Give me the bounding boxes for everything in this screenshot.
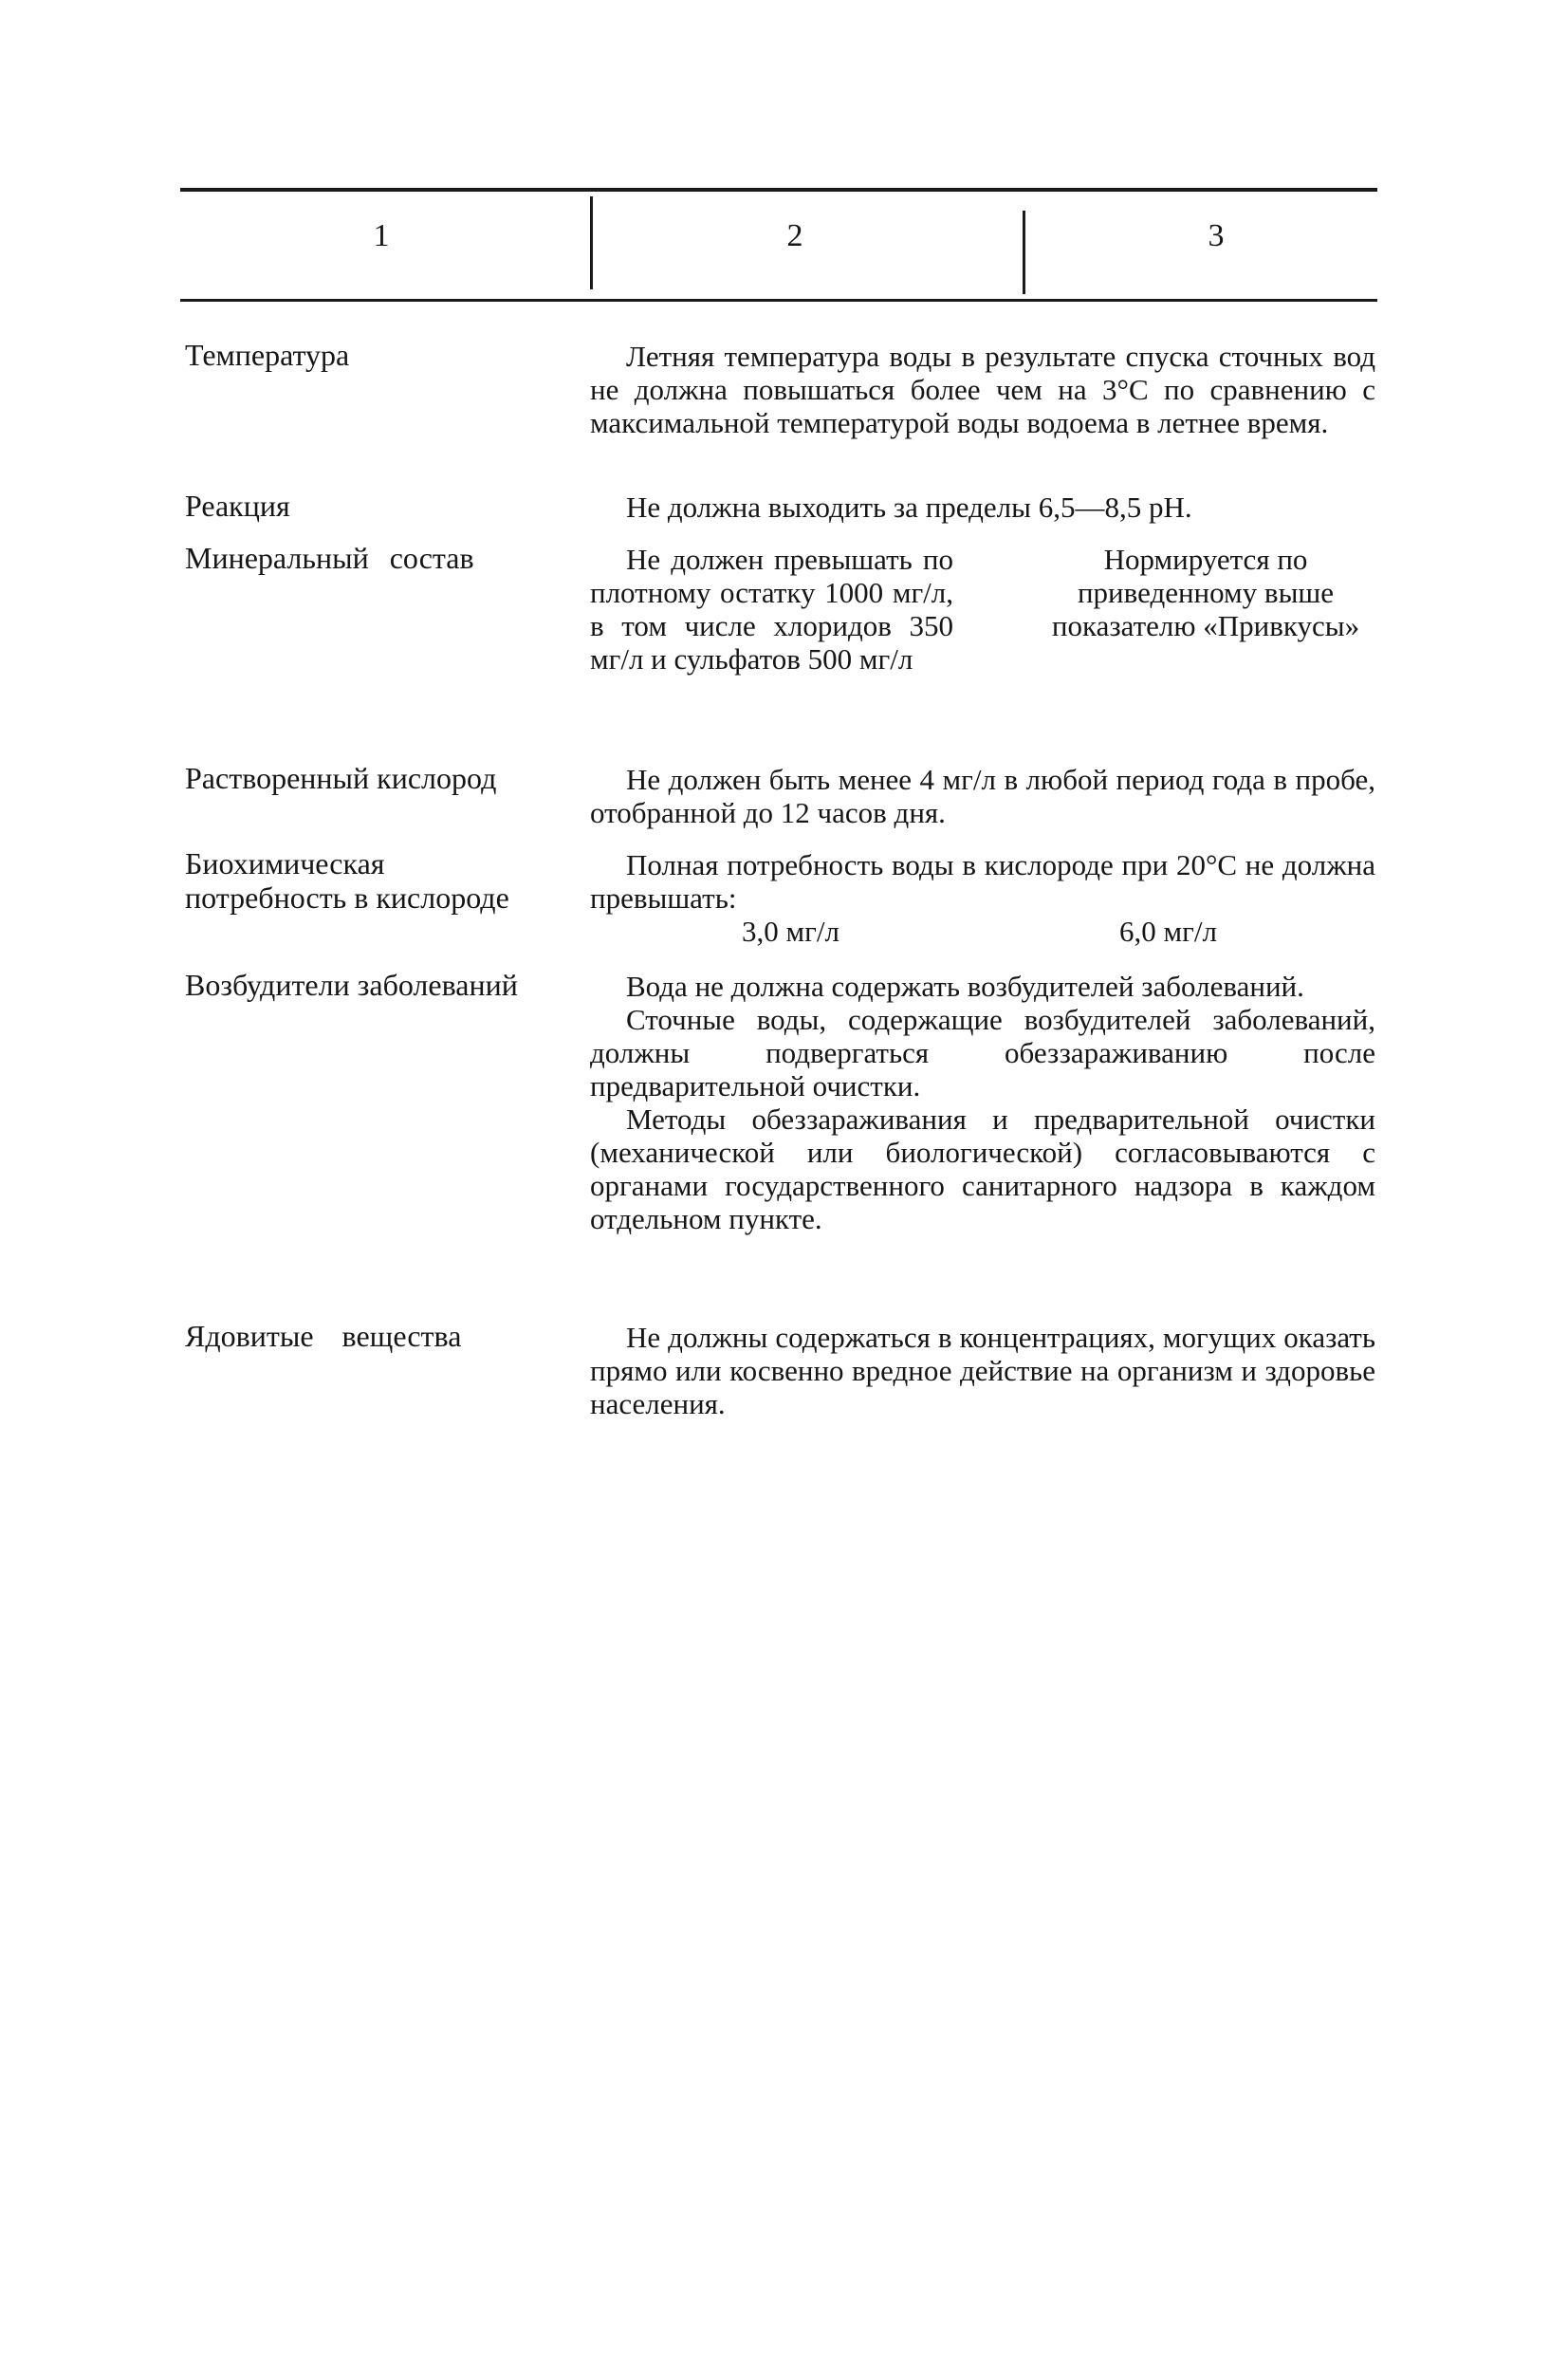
row-text-toxic: Не должны содержаться в концентрациях, могущих оказать прямо или косвенно вредное действие на организм и здоровье населения. <box>590 1321 1375 1420</box>
header-separator-2 <box>1023 211 1025 294</box>
row-text-bod: Полная потребность воды в кислороде при 20°С не должна превышать: <box>590 848 1375 915</box>
pathogens-paragraph-3: Методы обеззараживания и предварительной очистки (механической или биологической) согласовываются с органами государственного санитарного надзора в каждом отдельном пункте. <box>590 1102 1375 1235</box>
header-top-rule <box>180 188 1377 192</box>
row-text-oxygen: Не должен быть менее 4 мг/л в любой период года в пробе, отобранной до 12 часов дня. <box>590 763 1375 829</box>
column-header-2: 2 <box>786 218 803 253</box>
header-separator-1 <box>590 196 593 289</box>
row-label-bod: Биохимическая потребность в кислороде <box>185 846 509 915</box>
row-text-mineral-col2: Не должен превышать по плотному остатку 1000 мг/л, в том числе хлоридов 350 мг/л и сульфатов 500 мг/л <box>590 543 953 676</box>
row-label-reaction: Реакция <box>185 489 290 523</box>
row-text-pathogens <box>590 970 1375 1235</box>
row-value-bod-col3: 6,0 мг/л <box>1119 915 1217 948</box>
row-label-mineral: Минеральный состав <box>185 541 474 575</box>
column-header-1: 1 <box>373 218 390 253</box>
pathogens-paragraph-1: Вода не должна содержать возбудителей заболеваний. <box>626 970 1304 1003</box>
pathogens-paragraph-2: Сточные воды, содержащие возбудителей заболеваний, должны подвергаться обеззараживанию после предварительной очистки. <box>590 1003 1375 1102</box>
row-label-pathogens: Возбудители заболеваний <box>185 968 518 1002</box>
header-bottom-rule <box>180 299 1377 302</box>
column-header-3: 3 <box>1208 218 1225 253</box>
row-label-temperature: Температура <box>185 338 350 372</box>
row-text-temperature: Летняя температура воды в результате спуска сточных вод не должна повышаться более чем на 3°С по сравнению с максимальной температурой воды водоема в летнее время. <box>590 340 1375 439</box>
row-value-bod-col2: 3,0 мг/л <box>742 915 839 948</box>
row-label-toxic: Ядовитые вещества <box>185 1319 462 1353</box>
row-text-reaction: Не должна выходить за пределы 6,5—8,5 рН. <box>626 491 1192 524</box>
row-label-oxygen: Растворенный кислород <box>185 761 497 795</box>
row-text-mineral-col3: Нормируется по приведенному выше показателю «Привкусы» <box>1051 543 1360 642</box>
